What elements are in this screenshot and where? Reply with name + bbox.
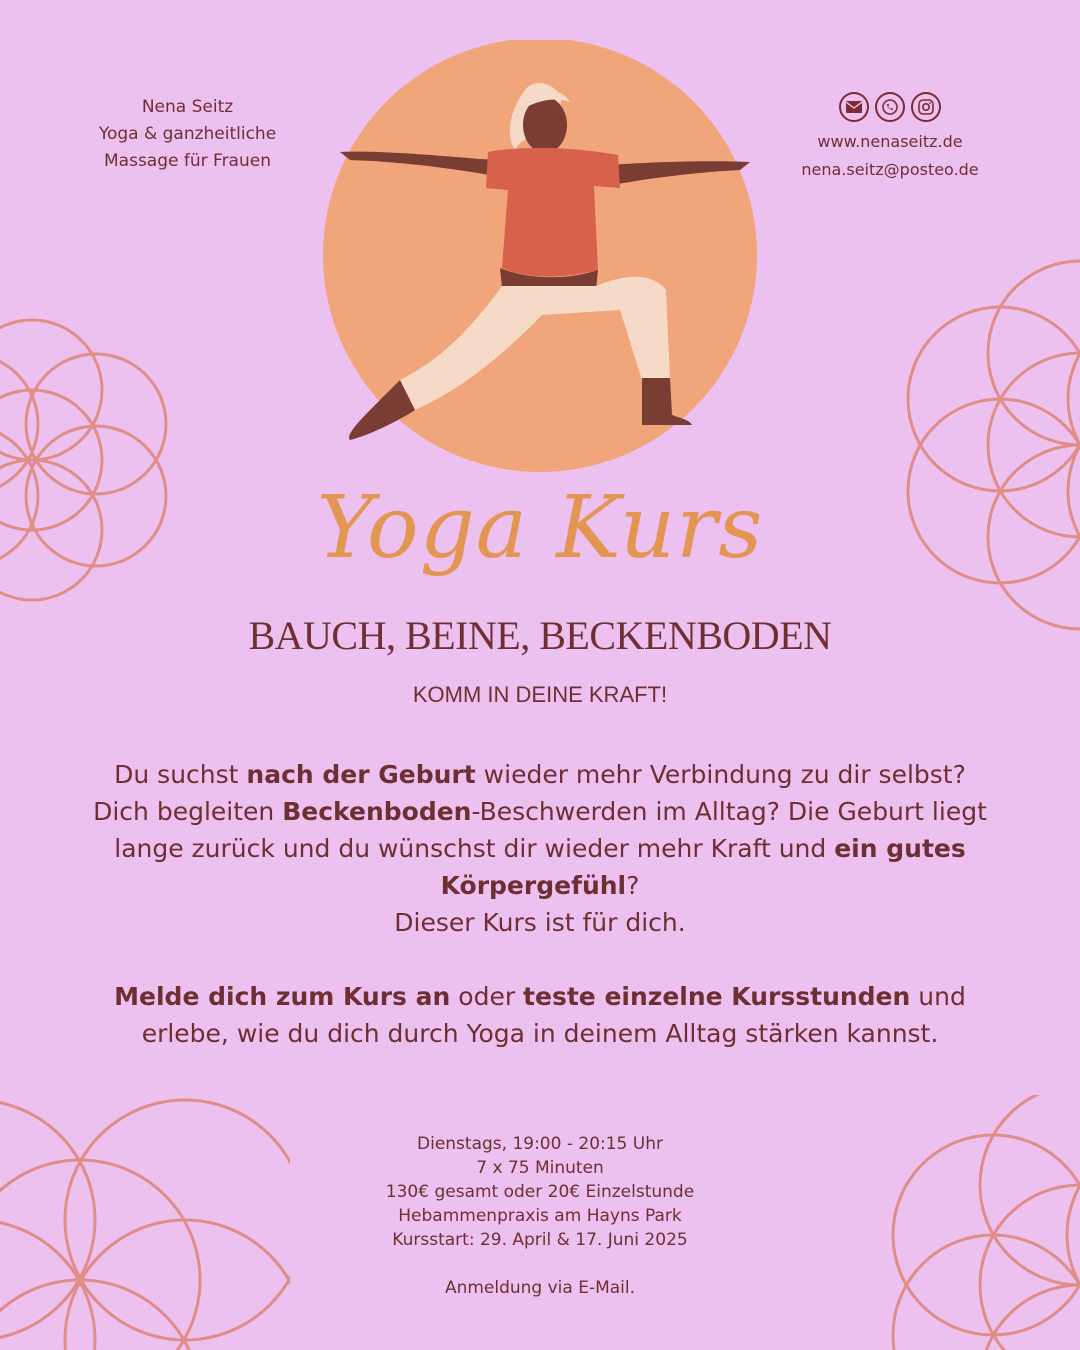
cta-paragraph xyxy=(90,978,990,1052)
instagram-icon[interactable] xyxy=(911,92,941,122)
brand-block xyxy=(60,94,315,175)
cta-text-2: und erlebe, wie du dich durch Yoga in deinem Alltag stärken kannst. xyxy=(141,982,966,1048)
website-link[interactable]: www.nenaseitz.de xyxy=(817,132,963,151)
intro-bold-3: ein gutes Körpergefühl xyxy=(440,834,966,900)
brand-tagline-2: Massage für Frauen xyxy=(104,151,271,171)
intro-text-3: -Beschwerden im Alltag? Die Geburt liegt lange zurück und du wünschst dir wieder mehr Kraft und xyxy=(114,797,987,863)
intro-text-4: ? xyxy=(626,871,640,900)
mail-icon[interactable] xyxy=(839,92,869,122)
brand-tagline-1: Yoga & ganzheitliche xyxy=(98,124,277,144)
contact-block xyxy=(770,92,1010,184)
intro-text-5: Dieser Kurs ist für dich. xyxy=(394,908,686,937)
detail-schedule: Dienstags, 19:00 - 20:15 Uhr xyxy=(417,1134,663,1154)
detail-start: Kursstart: 29. April & 17. Juni 2025 xyxy=(392,1230,688,1250)
intro-bold-2: Beckenboden xyxy=(282,797,472,826)
flower-pattern-bottom-right xyxy=(890,1095,1080,1350)
cta-bold-1: Melde dich zum Kurs an xyxy=(114,982,451,1011)
page-title: Yoga Kurs xyxy=(316,478,764,578)
brand-name: Nena Seitz xyxy=(141,97,234,117)
yoga-illustration xyxy=(320,40,770,480)
detail-spacer xyxy=(240,1252,840,1276)
detail-price: 130€ gesamt oder 20€ Einzelstunde xyxy=(385,1182,695,1202)
intro-text-2: wieder mehr Verbindung zu dir selbst? Dich begleiten xyxy=(93,760,966,826)
detail-signup: Anmeldung via E-Mail. xyxy=(444,1278,636,1298)
intro-paragraph xyxy=(90,756,990,941)
intro-text-1: Du suchst xyxy=(114,760,247,789)
detail-location: Hebammenpraxis am Hayns Park xyxy=(398,1206,682,1226)
tagline: KOMM IN DEINE KRAFT! xyxy=(412,682,668,707)
detail-sessions: 7 x 75 Minuten xyxy=(476,1158,604,1178)
course-subtitle: BAUCH, BEINE, BECKENBODEN xyxy=(248,613,832,658)
cta-bold-2: teste einzelne Kursstunden xyxy=(523,982,911,1011)
whatsapp-icon[interactable] xyxy=(875,92,905,122)
flower-pattern-right xyxy=(900,250,1080,640)
course-details xyxy=(240,1132,840,1300)
intro-bold-1: nach der Geburt xyxy=(246,760,476,789)
cta-text-1: oder xyxy=(450,982,524,1011)
email-link[interactable]: nena.seitz@posteo.de xyxy=(801,160,979,179)
social-icons xyxy=(770,92,1010,122)
